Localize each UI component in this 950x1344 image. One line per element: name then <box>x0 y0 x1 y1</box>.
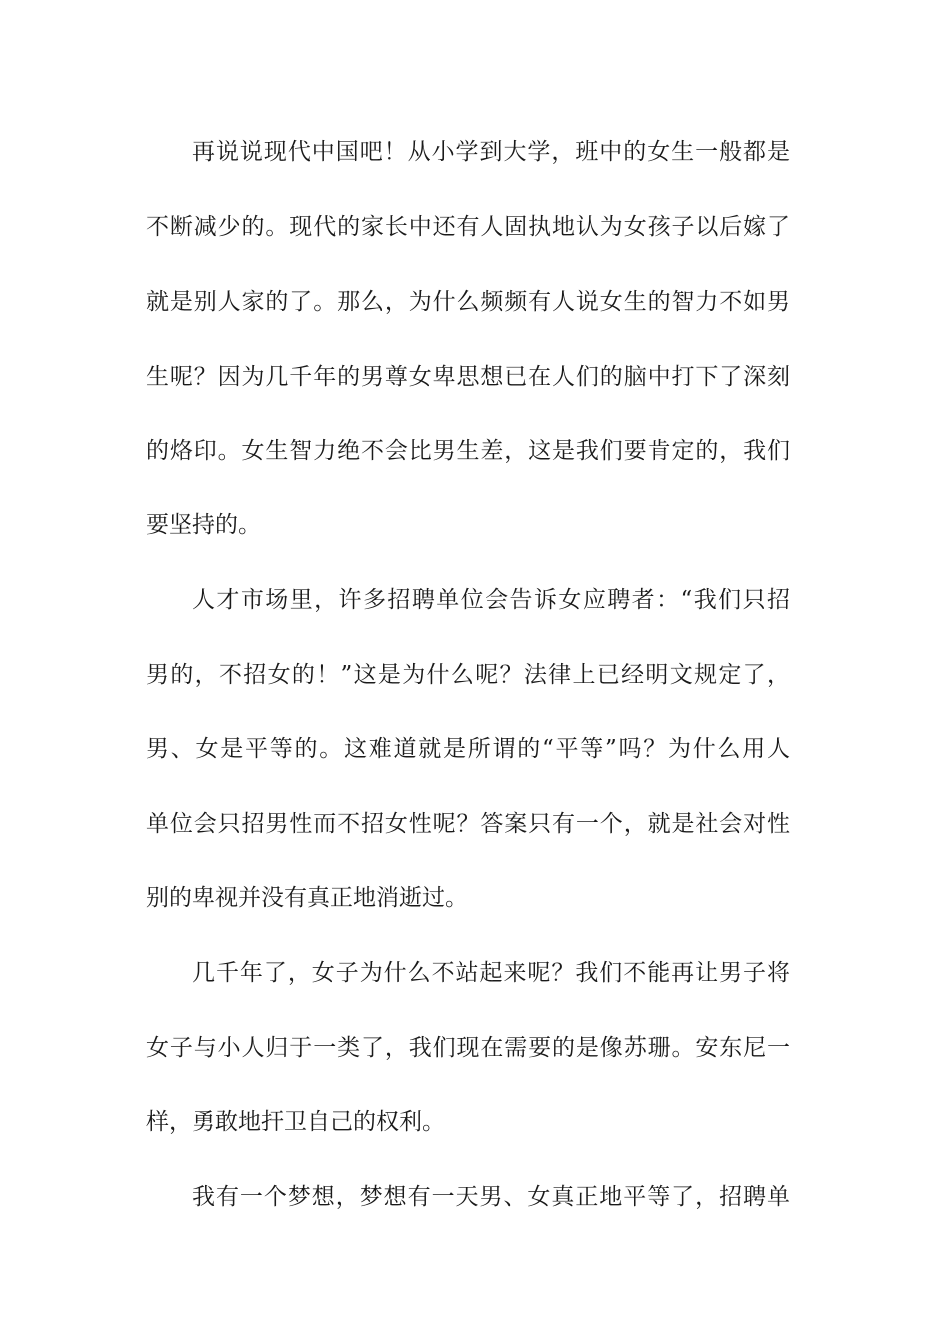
paragraph-1-line-1: 再说说现代中国吧！从小学到大学，班中的女生一般都是 <box>192 139 790 165</box>
paragraph-2-line-2: 男的，不招女的！”这是为什么呢？法律上已经明文规定了， <box>146 662 790 688</box>
paragraph-2-line-5: 别的卑视并没有真正地消逝过。 <box>146 885 468 911</box>
paragraph-3-line-3: 样，勇敢地扞卫自己的权利。 <box>146 1109 445 1135</box>
paragraph-1-line-4: 生呢？因为几千年的男尊女卑思想已在人们的脑中打下了深刻 <box>146 364 790 390</box>
paragraph-3-line-1: 几千年了，女子为什么不站起来呢？我们不能再让男子将 <box>192 960 790 986</box>
paragraph-1-line-3: 就是别人家的了。那么，为什么频频有人说女生的智力不如男 <box>146 289 790 315</box>
paragraph-2-line-3: 男、女是平等的。这难道就是所谓的“平等”吗？为什么用人 <box>146 736 790 762</box>
paragraph-1-line-6: 要坚持的。 <box>146 512 261 538</box>
paragraph-3-line-2: 女子与小人归于一类了，我们现在需要的是像苏珊。安东尼一 <box>146 1035 790 1061</box>
paragraph-4-line-1: 我有一个梦想，梦想有一天男、女真正地平等了，招聘单 <box>192 1184 790 1210</box>
paragraph-2-line-4: 单位会只招男性而不招女性呢？答案只有一个，就是社会对性 <box>146 811 790 837</box>
paragraph-1-line-2: 不断减少的。现代的家长中还有人固执地认为女孩子以后嫁了 <box>146 214 790 240</box>
paragraph-2-line-1: 人才市场里，许多招聘单位会告诉女应聘者：“我们只招 <box>192 587 790 613</box>
paragraph-1-line-5: 的烙印。女生智力绝不会比男生差，这是我们要肯定的，我们 <box>146 438 790 464</box>
